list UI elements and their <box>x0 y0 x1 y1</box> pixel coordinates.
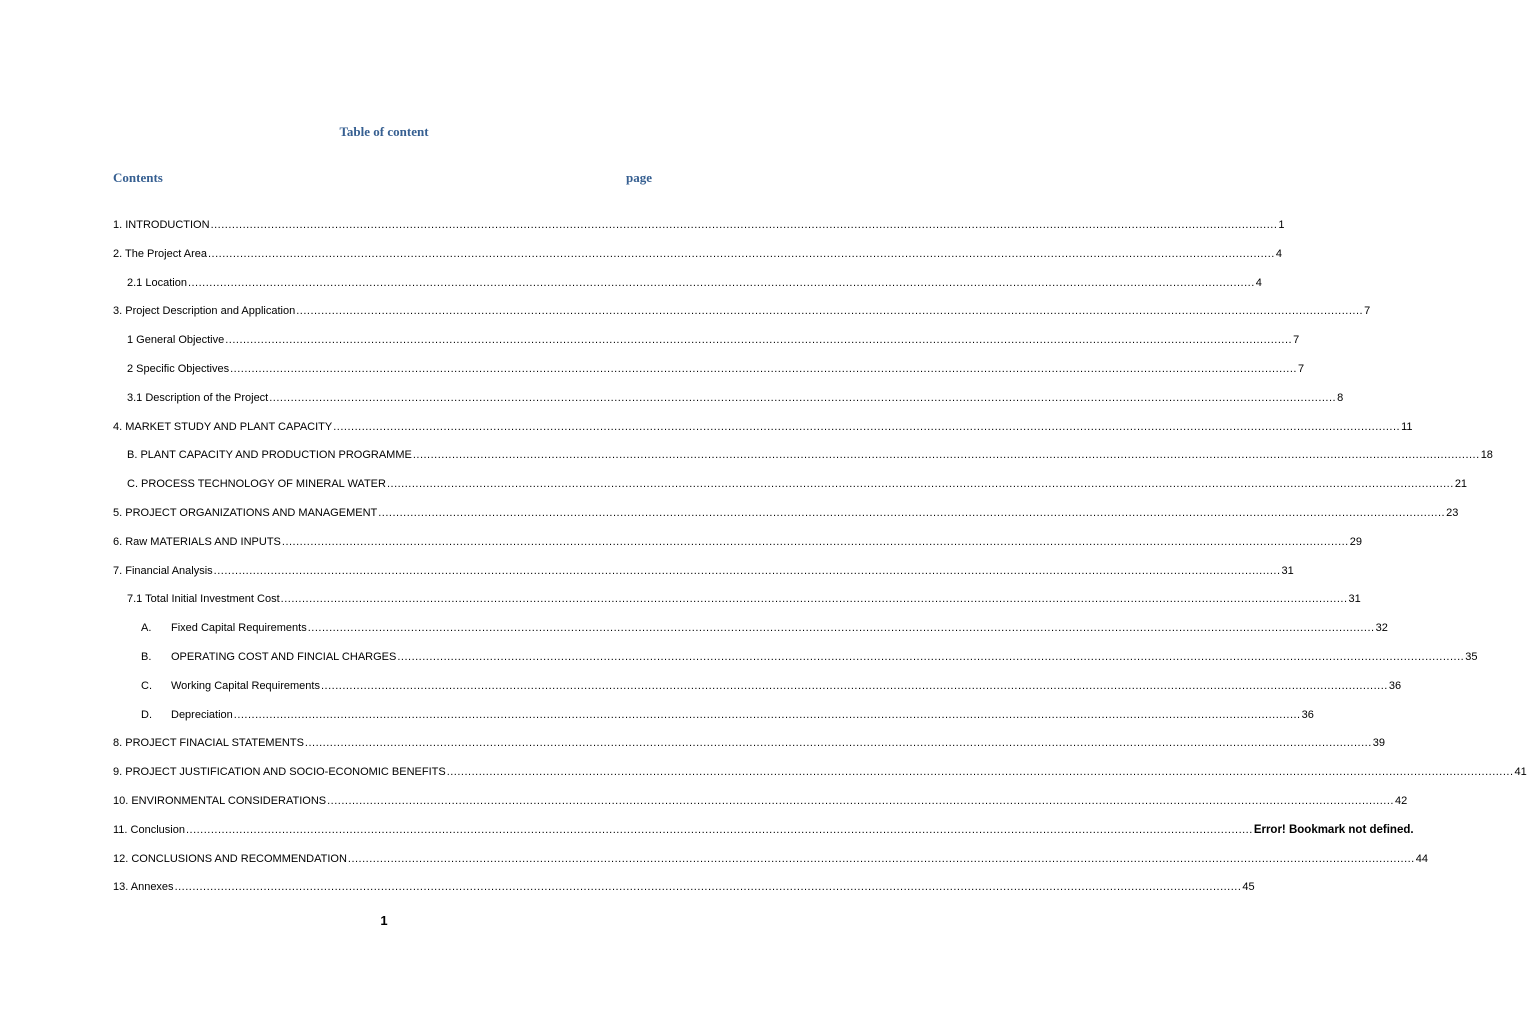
toc-dot-leader: ............................................................................................................................................................................................................................................................................................................ <box>397 651 1465 663</box>
page-column-label: page <box>626 170 652 185</box>
toc-entry[interactable] <box>127 389 1344 405</box>
toc-entry-label: 2. The Project Area <box>113 247 207 260</box>
toc-dot-leader: ............................................................................................................................................................................................................................................................................................................ <box>347 852 1415 865</box>
toc-entry-label: OPERATING COST AND FINCIAL CHARGES <box>171 651 397 663</box>
toc-dot-leader: ............................................................................................................................................................................................................................................................................................................ <box>296 305 1364 318</box>
toc-entry[interactable] <box>127 331 1300 347</box>
toc-entry[interactable] <box>141 648 1478 664</box>
toc-entry-label: 5. PROJECT ORGANIZATIONS AND MANAGEMENT <box>113 507 378 519</box>
toc-entry-marker: D. <box>141 708 152 721</box>
toc-dot-leader: ............................................................................................................................................................................................................................................................................................................ <box>269 391 1337 404</box>
toc-dot-leader: ............................................................................................................................................................................................................................................................................................................ <box>281 535 1349 548</box>
toc-entry-page: 23 <box>1446 507 1459 519</box>
toc-entry-label: 3.1 Description of the Project <box>127 391 269 404</box>
toc-entry[interactable] <box>113 763 1527 779</box>
toc-entry-label: B. PLANT CAPACITY AND PRODUCTION PROGRAMME <box>127 449 412 462</box>
toc-entry[interactable] <box>113 216 1285 232</box>
toc-entry-page: 29 <box>1349 535 1362 548</box>
toc-dot-leader: ............................................................................................................................................................................................................................................................................................................ <box>225 334 1293 347</box>
toc-entry-label: 7.1 Total Initial Investment Cost <box>127 593 280 606</box>
toc-entry[interactable] <box>141 706 1314 722</box>
toc-entry-label: 6. Raw MATERIALS AND INPUTS <box>113 535 281 548</box>
contents-label: Contents <box>113 170 163 185</box>
toc-entry-label: C. PROCESS TECHNOLOGY OF MINERAL WATER <box>127 478 386 491</box>
toc-entry[interactable] <box>113 302 1371 318</box>
toc-dot-leader: ............................................................................................................................................................................................................................................................................................................ <box>320 679 1388 692</box>
toc-entry[interactable] <box>113 245 1282 261</box>
toc-entry-page: 41 <box>1514 766 1527 779</box>
toc-entry-page: 35 <box>1465 651 1478 663</box>
toc-dot-leader: ............................................................................................................................................................................................................................................................................................................ <box>327 795 1394 807</box>
toc-entry-page: 39 <box>1372 737 1386 750</box>
toc-entry[interactable] <box>113 792 1408 808</box>
toc-entry-label: 1 General Objective <box>127 334 225 347</box>
toc-entry-page: 1 <box>1278 219 1285 231</box>
toc-entry[interactable] <box>127 360 1305 376</box>
toc-entry-page: 7 <box>1293 334 1300 347</box>
toc-entry[interactable] <box>141 677 1402 693</box>
toc-dot-leader: ............................................................................................................................................................................................................................................................................................................ <box>304 737 1372 750</box>
toc-dot-leader: ............................................................................................................................................................................................................................................................................................................ <box>187 276 1255 289</box>
toc-entry-page: 4 <box>1275 247 1282 260</box>
toc-entry-label: 7. Financial Analysis <box>113 564 213 577</box>
toc-entry-page: 8 <box>1337 391 1344 404</box>
toc-entry-page: 11 <box>1401 420 1413 433</box>
toc-entry[interactable] <box>113 533 1362 549</box>
toc-entry-marker: A. <box>141 622 152 635</box>
toc-entry-label: 2 Specific Objectives <box>127 363 230 375</box>
toc-entry[interactable] <box>127 446 1493 462</box>
toc-entry[interactable] <box>113 878 1255 894</box>
toc-entry[interactable] <box>113 504 1459 520</box>
toc-dot-leader: ............................................................................................................................................................................................................................................................................................................ <box>185 823 1253 836</box>
toc-entry[interactable] <box>113 734 1386 750</box>
toc-entry[interactable] <box>127 274 1262 290</box>
toc-entry-page: 36 <box>1301 708 1314 721</box>
toc-entry[interactable] <box>127 475 1468 491</box>
toc-dot-leader: ............................................................................................................................................................................................................................................................................................................ <box>307 622 1375 635</box>
toc-entry-marker: C. <box>141 679 152 692</box>
toc-dot-leader: ............................................................................................................................................................................................................................................................................................................ <box>210 219 1278 231</box>
toc-entry-label: 4. MARKET STUDY AND PLANT CAPACITY <box>113 420 333 433</box>
toc-entry-marker: B. <box>141 651 152 663</box>
toc-entry-page: 21 <box>1454 478 1468 491</box>
toc-entry[interactable] <box>113 562 1294 578</box>
toc-dot-leader: ............................................................................................................................................................................................................................................................................................................ <box>333 420 1401 433</box>
toc-entry-label: 3. Project Description and Application <box>113 305 296 318</box>
toc-entry-page: 44 <box>1415 852 1428 865</box>
toc-entry-label: 11. Conclusion <box>113 823 185 836</box>
toc-entry-label: 10. ENVIRONMENTAL CONSIDERATIONS <box>113 795 327 807</box>
toc-entry-label: Working Capital Requirements <box>171 679 320 692</box>
toc-entry-page: 18 <box>1480 449 1493 462</box>
toc-title: Table of content <box>339 124 429 139</box>
contents-header <box>113 170 652 186</box>
toc-entry-label: 9. PROJECT JUSTIFICATION AND SOCIO-ECONOMIC BENEFITS <box>113 766 446 779</box>
toc-entry-page: Error! Bookmark not defined. <box>1253 823 1414 836</box>
toc-entry[interactable] <box>113 418 1413 434</box>
toc-entry[interactable] <box>127 590 1361 606</box>
toc-entry-page: 36 <box>1388 679 1402 692</box>
toc-entry[interactable] <box>113 821 1414 837</box>
toc-dot-leader: ............................................................................................................................................................................................................................................................................................................ <box>207 247 1275 260</box>
toc-entry-page: 42 <box>1394 795 1408 807</box>
toc-entry-page: 31 <box>1281 564 1294 577</box>
toc-entry-label: Fixed Capital Requirements <box>171 622 307 635</box>
toc-entry-label: 1. INTRODUCTION <box>113 219 210 231</box>
toc-entry-label: 13. Annexes <box>113 881 174 894</box>
page-number: 1 <box>380 913 388 928</box>
toc-dot-leader: ............................................................................................................................................................................................................................................................................................................ <box>378 507 1446 519</box>
toc-entry-page: 7 <box>1364 305 1371 318</box>
toc-dot-leader: ............................................................................................................................................................................................................................................................................................................ <box>446 766 1514 779</box>
toc-dot-leader: ............................................................................................................................................................................................................................................................................................................ <box>412 449 1480 462</box>
toc-entry[interactable] <box>113 850 1428 866</box>
toc-entry-page: 4 <box>1255 276 1262 289</box>
toc-entry[interactable] <box>141 619 1388 635</box>
toc-entry-label: 8. PROJECT FINACIAL STATEMENTS <box>113 737 304 750</box>
toc-entry-label: 2.1 Location <box>127 276 187 289</box>
toc-dot-leader: ............................................................................................................................................................................................................................................................................................................ <box>386 478 1454 491</box>
toc-dot-leader: ............................................................................................................................................................................................................................................................................................................ <box>233 708 1301 721</box>
toc-entry-page: 32 <box>1375 622 1388 635</box>
toc-entry-page: 31 <box>1348 593 1361 606</box>
toc-dot-leader: ............................................................................................................................................................................................................................................................................................................ <box>213 564 1281 577</box>
toc-entry-label: Depreciation <box>171 708 233 721</box>
toc-entry-page: 45 <box>1242 881 1255 894</box>
toc-entry-page: 7 <box>1297 363 1305 375</box>
toc-dot-leader: ............................................................................................................................................................................................................................................................................................................ <box>230 363 1297 375</box>
toc-dot-leader: ............................................................................................................................................................................................................................................................................................................ <box>280 593 1348 606</box>
toc-entry-label: 12. CONCLUSIONS AND RECOMMENDATION <box>113 852 347 865</box>
toc-dot-leader: ............................................................................................................................................................................................................................................................................................................ <box>174 881 1242 894</box>
